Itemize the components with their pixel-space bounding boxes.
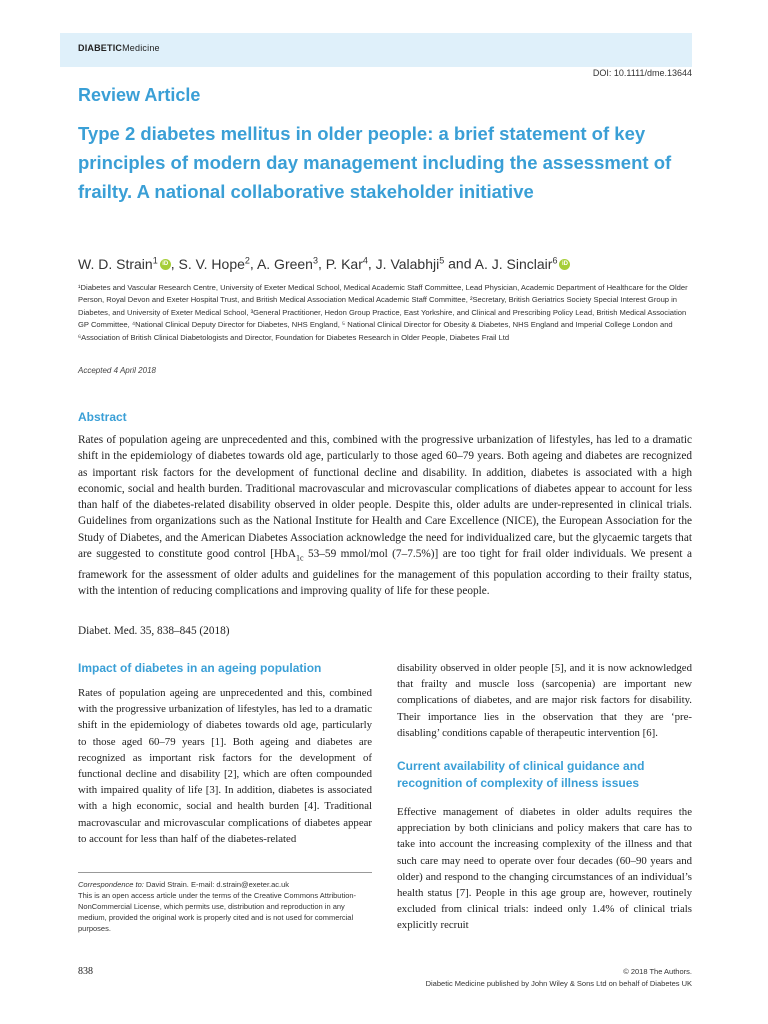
doi: DOI: 10.1111/dme.13644 — [592, 68, 692, 78]
section-text-guidance: Effective management of diabetes in older adults requires the appreciation by both clinicians and policy makers that care has to take into account the increasing complexity of the illness and that such care may need to operate over four decades (60–90 years and older) and respond to the changing circumstances of an individual’s health status [7]. People in this age group are, however, routinely excluded from clinical trials: indeed only 1.4% of clinical trials explicitly recruit — [397, 806, 692, 932]
article-type: Review Article — [78, 85, 201, 105]
affiliations: ¹Diabetes and Vascular Research Centre, University of Exeter Medical School, Medical Academic Staff Committee, Lead Physician, Academic Department of Healthcare for the Older Person, Royal Devon and Exeter Hospital Trust, and British Medical Association Medical Academic Staff Committee, ²Secretary, British Geriatrics Society Special Interest Group in Diabetes, and University of Exeter Medical School, ³General Practitioner, Hedon Group Practice, East Yorkshire, and Clinical and Prescribing Policy Lead, British Medical Association GP Committee, ⁴National Clinical Deputy Director for Diabetes, NHS England, ⁵ National Clinical Director for Obesity & Diabetes, NHS England and Imperial College London and ⁶Association of British Clinical Diabetologists and Director, Foundation for Diabetes Research in Older People, Diabetes Frail Ltd — [78, 283, 688, 342]
correspondence-email: David Strain. E-mail: d.strain@exeter.ac.uk — [143, 880, 290, 889]
citation: Diabet. Med. 35, 838–845 (2018) — [78, 625, 230, 637]
author: S. V. Hope$^2$ — [178, 255, 250, 272]
journal-header-band — [60, 33, 692, 67]
section-heading-impact: Impact of diabetes in an ageing population — [78, 661, 322, 675]
orcid-icon[interactable]: iD — [559, 259, 570, 270]
footer-publisher: © 2018 The Authors. Diabetic Medicine published by John Wiley & Sons Ltd on behalf of Diabetes UK — [425, 967, 692, 988]
author: W. D. Strain$^1$ iD — [78, 256, 171, 272]
author: J. Valabhji$^5$ — [375, 255, 445, 272]
author: A. J. Sinclair$^6$ iD — [475, 256, 571, 272]
author: A. Green$^3$ — [256, 255, 318, 272]
page-number: 838 — [78, 966, 93, 977]
right-column — [397, 660, 692, 934]
correspondence-note — [78, 872, 372, 934]
author: P. Kar$^4$ — [325, 255, 368, 272]
accepted-date: Accepted 4 April 2018 — [78, 366, 156, 375]
correspondence-label: Correspondence to: — [78, 880, 144, 889]
orcid-icon[interactable]: iD — [160, 259, 171, 270]
section-text-impact: Rates of population ageing are unprecedented and this, combined with the progressive urbanization of lifestyles, has led to a dramatic shift in the epidemiology of diabetes towards old age, particularly to those aged 60–79 years [1]. Both ageing and diabetes are recognized as important risk factors for the development of functional decline and disability [2], which are often compounded with impaired quality of life [3]. In addition, diabetes is associated with a high economic, social and health burden [4]. Traditional macrovascular and microvascular complications of diabetes appear to account for less than half of the diabetes-related — [78, 687, 372, 845]
abstract-heading: Abstract — [78, 410, 127, 424]
article-title: Type 2 diabetes mellitus in older people: a brief statement of key principles of modern day management including the assessment of frailty. A national collaborative stakeholder initiative — [78, 123, 672, 202]
section-text-impact-continued: disability observed in older people [5], and it is now acknowledged that frailty and muscle loss (sarcopenia) are important new complications of diabetes, and are major risk factors for disability. Their importance lies in the observation that they are ‘pre-disabling’ conditions capable of therapeutic intervention [6]. — [397, 662, 692, 739]
author-list: W. D. Strain$^1$ iD , S. V. Hope$^2$, A. Green$^3$, P. Kar$^4$, J. Valabhji$^5$ and A. J. Sinclair$^6$ iD — [78, 255, 570, 272]
left-column — [78, 660, 372, 847]
license-note: This is an open access article under the terms of the Creative Commons Attribution-NonCommercial License, which permits use, distribution and reproduction in any medium, provided the original work is properly cited and is not used for commercial purposes. — [78, 891, 357, 933]
abstract-text: Rates of population ageing are unprecedented and this, combined with the progressive urbanization of lifestyles, has led to a dramatic shift in the epidemiology of diabetes towards old age, particularly to those aged 60–79 years. Both ageing and diabetes are recognized as important risk factors for the development of functional decline and disability. In addition, diabetes is associated with a high economic, social and health burden. Traditional macrovascular and microvascular complications of diabetes appear to account for less than half of the diabetes-related disability observed in older people. Despite this, older adults are under-represented in clinical trials. Guidelines from organizations such as the National Institute for Health and Care Excellence (NICE), the European Association for the Study of Diabetes, and the American Diabetes Association acknowledge the need for individualized care, but the glycaemic targets that are suggested to constitute good control [HbA$_{1c}$ 53–59 mmol/mol (7–7.5%)] are too tight for frail older individuals. We present a framework for the assessment of older adults and guidelines for the management of this population according to their frailty status, with the intention of reducing complications and improving quality of life for these people. — [78, 434, 692, 597]
section-heading-guidance: Current availability of clinical guidance and recognition of complexity of illness issues — [397, 759, 645, 791]
journal-name: DIABETICMedicine — [78, 43, 160, 53]
